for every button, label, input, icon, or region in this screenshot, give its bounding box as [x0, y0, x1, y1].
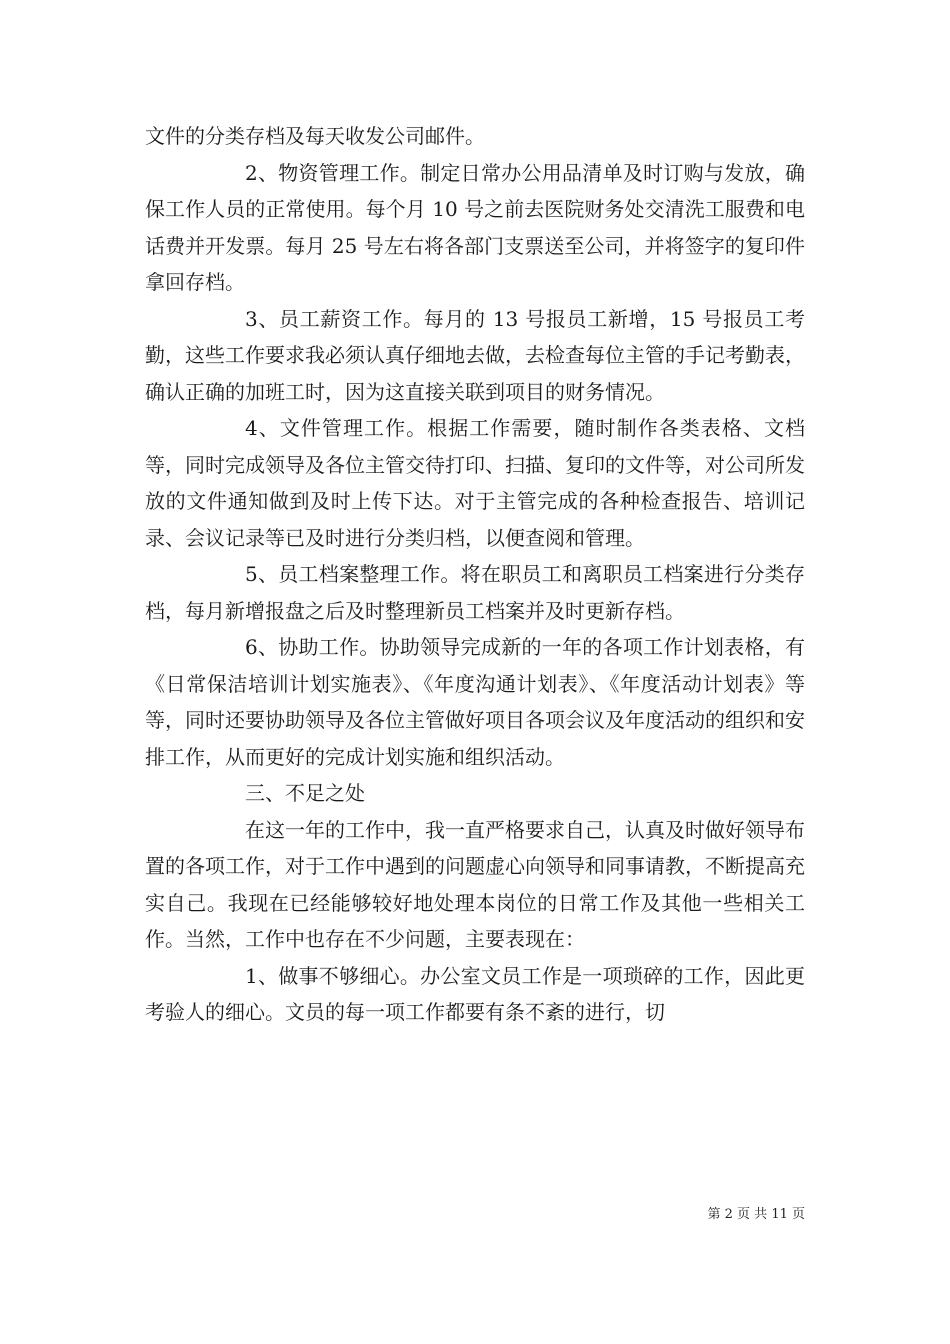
paragraph-8: 1、做事不够细心。办公室文员工作是一项琐碎的工作，因此更考验人的细心。文员的每一项工作都要有条不紊的进行，切 [145, 963, 805, 1024]
paragraph-4: 4、文件管理工作。根据工作需要，随时制作各类表格、文档等，同时完成领导及各位主管交待打印、扫描、复印的文件等，对公司所发放的文件通知做到及时上传下达。对于主管完成的各种检查报告、培训记录、会议记录等已及时进行分类归档，以便查阅和管理。 [145, 416, 805, 550]
page-number: 第 2 页 共 11 页 [707, 1207, 805, 1222]
paragraph-1: 文件的分类存档及每天收发公司邮件。 [145, 124, 485, 148]
section-heading: 三、不足之处 [245, 781, 365, 805]
paragraph-2: 2、物资管理工作。制定日常办公用品清单及时订购与发放，确保工作人员的正常使用。每个月 10 号之前去医院财务处交清洗工服费和电话费并开发票。每月 25 号左右将各部门支票送至公司，并将签字的复印件拿回存档。 [145, 160, 805, 294]
paragraph-6: 6、协助工作。协助领导完成新的一年的各项工作计划表格，有《日常保洁培训计划实施表》、《年度沟通计划表》、《年度活动计划表》等等，同时还要协助领导及各位主管做好项目各项会议及年度活动的组织和安排工作，从而更好的完成计划实施和组织活动。 [145, 635, 805, 769]
document-body [145, 118, 805, 1031]
paragraph-5: 5、员工档案整理工作。将在职员工和离职员工档案进行分类存档，每月新增报盘之后及时整理新员工档案并及时更新存档。 [145, 562, 805, 623]
paragraph-3: 3、员工薪资工作。每月的 13 号报员工新增，15 号报员工考勤，这些工作要求我必须认真仔细地去做，去检查每位主管的手记考勤表，确认正确的加班工时，因为这直接关联到项目的财务情况。 [145, 306, 805, 404]
paragraph-7: 在这一年的工作中，我一直严格要求自己，认真及时做好领导布置的各项工作，对于工作中遇到的问题虚心向领导和同事请教，不断提高充实自己。我现在已经能够较好地处理本岗位的日常工作及其他一些相关工作。当然，工作中也存在不少问题，主要表现在： [145, 817, 805, 951]
